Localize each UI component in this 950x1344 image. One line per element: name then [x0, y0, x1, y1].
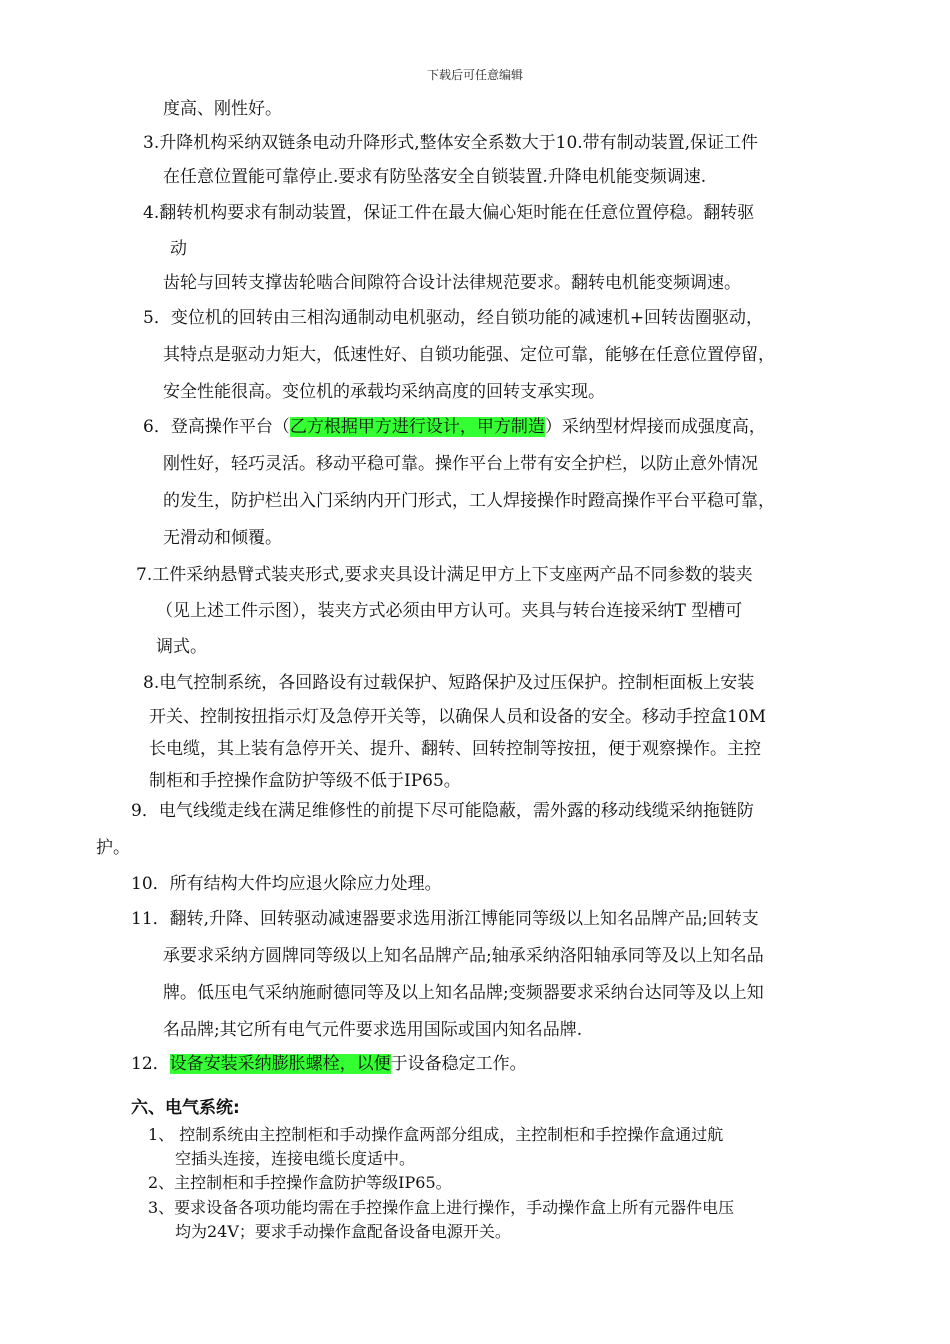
item-11: 11．翻转,升降、回转驱动减速器要求选用浙江博能同等级以上知名品牌产品;回转支: [131, 909, 759, 929]
item-12: [131, 1053, 527, 1075]
text-segment: 6．登高操作平台（: [143, 417, 290, 437]
item-4: 4.翻转机构要求有制动装置，保证工件在最大偏心矩时能在任意位置停稳。翻转驱: [143, 203, 755, 223]
text-line: 刚性好，轻巧灵活。移动平稳可靠。操作平台上带有安全护栏，以防止意外情况: [163, 454, 758, 474]
item-3: 3.升降机构采纳双链条电动升降形式,整体安全系数大于10.带有制动装置,保证工件: [143, 133, 759, 153]
item-6: [143, 416, 766, 438]
text-segment: ）采纳型材焊接而成强度高，: [544, 417, 766, 437]
text-line: 其特点是驱动力矩大，低速性好、自锁功能强、定位可靠，能够在任意位置停留，: [163, 345, 775, 365]
text-line: 的发生，防护栏出入门采纳内开门形式，工人焊接操作时蹬高操作平台平稳可靠，: [163, 491, 775, 511]
elec-item-1: 1、 控制系统由主控制柜和手动操作盒两部分组成，主控制柜和手控操作盒通过航: [148, 1125, 724, 1144]
text-line: 牌。低压电气采纳施耐德同等及以上知名品牌;变频器要求采纳台达同等及以上知: [163, 983, 764, 1003]
highlighted-text: 设备安装采纳膨胀螺栓，以便: [169, 1054, 391, 1074]
text-line: 开关、控制按扭指示灯及急停开关等，以确保人员和设备的安全。移动手控盒10M: [149, 707, 767, 727]
text-line: 无滑动和倾覆。: [163, 528, 282, 548]
text-line: 齿轮与回转支撑齿轮啮合间隙符合设计法律规范要求。翻转电机能变频调速。: [163, 273, 741, 293]
item-10: 10．所有结构大件均应退火除应力处理。: [131, 874, 442, 894]
text-line: 名品牌;其它所有电气元件要求选用国际或国内知名品牌.: [163, 1020, 583, 1040]
item-7: 7.工件采纳悬臂式装夹形式,要求夹具设计满足甲方上下支座两产品不同参数的装夹: [136, 565, 753, 585]
text-line: 在任意位置能可靠停止.要求有防坠落安全自锁装置.升降电机能变频调速.: [163, 167, 707, 187]
text-line: 承要求采纳方圆牌同等级以上知名品牌产品;轴承采纳洛阳轴承同等及以上知名品: [163, 946, 764, 966]
text-line: 制柜和手控操作盒防护等级不低于IP65。: [149, 771, 461, 791]
item-9: 9．电气线缆走线在满足维修性的前提下尽可能隐蔽，需外露的移动线缆采纳拖链防: [131, 801, 754, 821]
text-segment: 于设备稳定工作。: [390, 1054, 527, 1074]
text-line: （见上述工件示图），装夹方式必须由甲方认可。夹具与转台连接采纳T 型槽可: [156, 601, 743, 621]
elec-item-3: 3、要求设备各项功能均需在手控操作盒上进行操作，手动操作盒上所有元器件电压: [148, 1198, 735, 1217]
item-8: 8.电气控制系统，各回路设有过载保护、短路保护及过压保护。控制柜面板上安装: [143, 673, 755, 693]
section-heading: 六、电气系统:: [131, 1098, 240, 1118]
text-line: 均为24V；要求手动操作盒配备设备电源开关。: [175, 1222, 511, 1241]
text-line: 空插头连接，连接电缆长度适中。: [175, 1149, 416, 1168]
text-line: 动: [170, 239, 187, 259]
text-line: 长电缆，其上装有急停开关、提升、翻转、回转控制等按扭，便于观察操作。主控: [149, 739, 761, 759]
item-5: 5．变位机的回转由三相沟通制动电机驱动，经自锁功能的减速机+回转齿圈驱动，: [143, 308, 764, 328]
elec-item-2: 2、主控制柜和手控操作盒防护等级IP65。: [148, 1173, 452, 1192]
text-line: 护。: [96, 838, 130, 858]
text-line: 安全性能很高。变位机的承载均采纳高度的回转支承实现。: [163, 382, 605, 402]
text-segment: 12．: [131, 1054, 170, 1074]
highlighted-text: 乙方根据甲方进行设计，甲方制造: [289, 417, 545, 437]
text-line: 调式。: [156, 637, 207, 657]
text-line: 度高、刚性好。: [163, 99, 282, 119]
page-header: 下载后可任意编辑: [426, 68, 523, 82]
